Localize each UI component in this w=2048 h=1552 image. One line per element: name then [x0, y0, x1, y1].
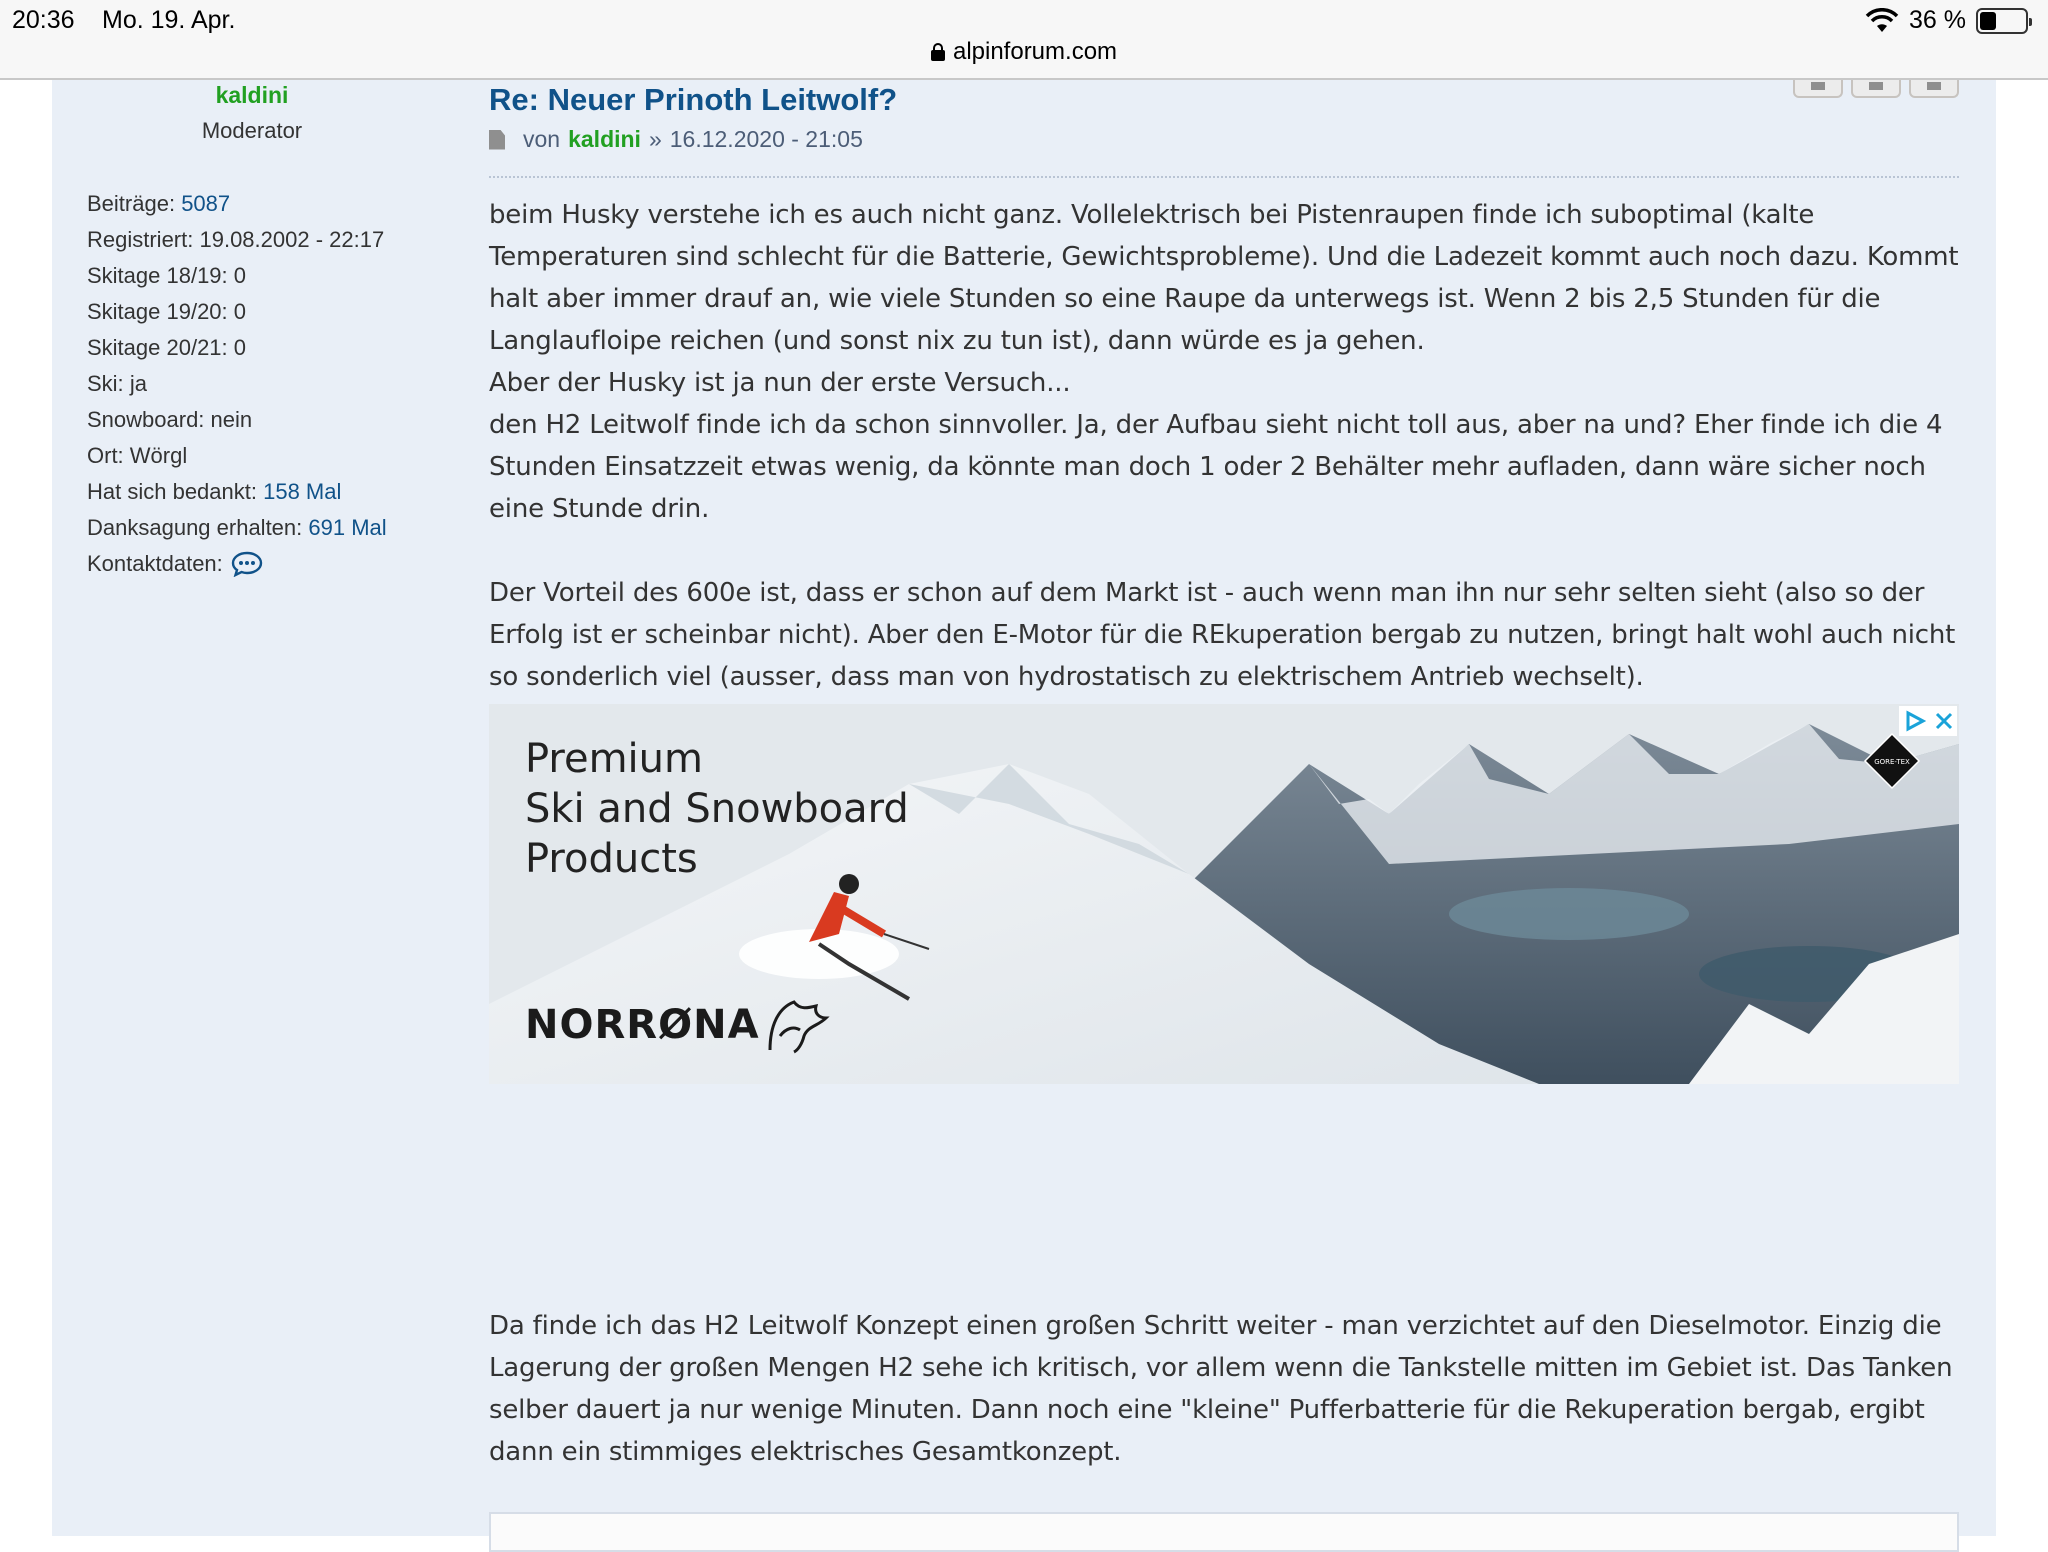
ad-headline-line: Ski and Snowboard	[525, 786, 909, 832]
quote-icon	[1927, 82, 1941, 90]
post-title[interactable]: Re: Neuer Prinoth Leitwolf?	[489, 82, 898, 117]
post-meta	[489, 126, 863, 153]
status-date: Mo. 19. Apr.	[102, 6, 236, 34]
profile-rank: Moderator	[201, 118, 303, 143]
profile-stat-row	[87, 474, 387, 510]
stat-label: Skitage 19/20:	[87, 299, 228, 324]
warning-icon	[1811, 82, 1825, 90]
meta-separator: »	[648, 126, 662, 152]
ad-headline	[525, 734, 909, 884]
lock-icon	[931, 43, 945, 61]
bird-logo-icon	[764, 996, 830, 1054]
stat-value: 0	[233, 335, 247, 360]
address-bar[interactable]	[0, 38, 2048, 66]
stat-label: Beiträge:	[87, 191, 176, 216]
stat-label: Danksagung erhalten:	[87, 515, 303, 540]
chat-bubble-icon[interactable]	[231, 551, 263, 577]
profile-stat-row	[87, 258, 387, 294]
battery-icon	[1976, 8, 2028, 34]
post-paragraph: Aber der Husky ist ja nun der erste Versuch...	[489, 368, 1071, 398]
stat-value[interactable]: 5087	[181, 191, 231, 216]
stat-value: nein	[210, 407, 253, 432]
profile-stats	[87, 186, 387, 582]
stat-label: Snowboard:	[87, 407, 205, 432]
post-author[interactable]: kaldini	[568, 126, 641, 152]
post-paragraph: beim Husky verstehe ich es auch nicht ganz. Vollelektrisch bei Pistenraupen finde ich suboptimal (kalte Temperaturen sind schlecht für die Batterie, Gewichtsprobleme). Und die Ladezeit kommt auch noch dazu. Kommt halt aber immer drauf an, wie viele Stunden so eine Raupe da unterwegs ist. Wenn 2 bis 2,5 Stunden für die Langlaufloipe reichen (und sonst nix zu tun ist), dann würde es ja gehen.	[489, 200, 1959, 356]
post-paragraph: Da finde ich das H2 Leitwolf Konzept einen großen Schritt weiter - man verzichtet auf den Dieselmotor. Einzig die Lagerung der großen Mengen H2 sehe ich kritisch, vor allem wenn die Tankstelle mitten im Gebiet ist. Das Tanken selber dauert ja nur wenige Minuten. Dann noch eine "kleine" Pufferbatterie für die Rekuperation bergab, ergibt dann ein stimmiges elektrisches Gesamtkonzept.	[489, 1311, 1953, 1467]
profile-stat-row	[87, 366, 387, 402]
status-time: 20:36	[12, 6, 75, 34]
ad-headline-line: Products	[525, 836, 698, 882]
profile-stat-row	[87, 330, 387, 366]
profile-stat-row	[87, 186, 387, 222]
profile-stat-row	[87, 510, 387, 546]
contact-label: Kontaktdaten:	[87, 551, 223, 576]
profile-username[interactable]: kaldini	[215, 82, 289, 108]
profile-stat-row	[87, 222, 387, 258]
ad-brand-logo	[525, 996, 830, 1054]
profile-stat-row	[87, 438, 387, 474]
stat-label: Ski:	[87, 371, 124, 396]
browser-chrome	[0, 0, 2048, 80]
stat-value[interactable]: 158 Mal	[263, 479, 342, 504]
wifi-icon	[1865, 8, 1899, 34]
profile-stat-row	[87, 294, 387, 330]
next-post-box	[489, 1512, 1959, 1552]
post-divider	[489, 176, 1959, 178]
post-paragraph: Der Vorteil des 600e ist, dass er schon auf dem Markt ist - auch wenn man ihn nur sehr selten sieht (also so der Erfolg ist er scheinbar nicht). Aber den E-Motor für die REkuperation bergab zu nutzen, bringt halt wohl auch nicht so sonderlich viel (ausser, dass man von hydrostatisch zu elektrischem Antrieb wechselt).	[489, 578, 1956, 692]
close-icon[interactable]	[1935, 712, 1953, 730]
post-paragraph: den H2 Leitwolf finde ich da schon sinnvoller. Ja, der Aufbau sieht nicht toll aus, aber na und? Eher finde ich die 4 Stunden Einsatzzeit etwas wenig, da könnte man doch 1 oder 2 Behälter mehr aufladen, dann wäre sicher noch eine Stunde drin.	[489, 410, 1943, 524]
stat-value: ja	[129, 371, 147, 396]
card-icon	[1869, 82, 1883, 90]
stat-label: Skitage 18/19:	[87, 263, 228, 288]
profile-contact	[87, 546, 387, 582]
stat-value: 0	[233, 263, 247, 288]
stat-label: Hat sich bedankt:	[87, 479, 257, 504]
profile-stat-row	[87, 402, 387, 438]
ad-brand-name: NORRØNA	[525, 1002, 760, 1048]
stat-value: 19.08.2002 - 22:17	[199, 227, 385, 252]
post-content	[489, 194, 1959, 698]
adchoices-icon[interactable]	[1904, 710, 1926, 732]
post-datetime: 16.12.2020 - 21:05	[669, 126, 863, 152]
stat-value: Wörgl	[129, 443, 188, 468]
battery-percent: 36 %	[1909, 6, 1966, 34]
stat-label: Ort:	[87, 443, 124, 468]
stat-value: 0	[233, 299, 247, 324]
goretex-badge-icon	[1863, 732, 1921, 790]
status-right	[1865, 6, 2028, 35]
badge-text: GORE-TEX	[1874, 758, 1910, 766]
advertisement-banner[interactable]	[489, 704, 1959, 1084]
ad-headline-line: Premium	[525, 736, 703, 782]
stat-label: Registriert:	[87, 227, 194, 252]
stat-label: Skitage 20/21:	[87, 335, 228, 360]
meta-prefix: von	[523, 126, 561, 152]
url-domain[interactable]: alpinforum.com	[952, 38, 1118, 65]
stat-value[interactable]: 691 Mal	[308, 515, 387, 540]
forum-page	[52, 80, 1996, 1536]
post-document-icon[interactable]	[489, 130, 505, 150]
post-content-continued	[489, 1305, 1959, 1473]
